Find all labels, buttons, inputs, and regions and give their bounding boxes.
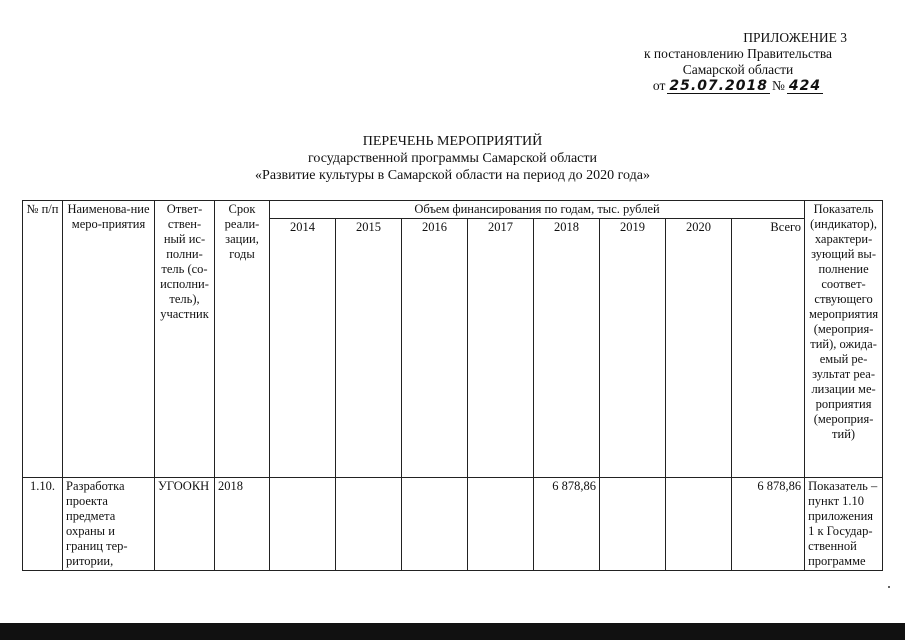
header-num: № п/п	[23, 201, 63, 478]
row-value: 6 878,86	[534, 478, 600, 571]
document-subtitle-2: «Развитие культуры в Самарской области на период до 2020 года»	[255, 168, 650, 183]
row-total: 6 878,86	[732, 478, 805, 571]
appendix-line3: Самарской области	[682, 62, 794, 77]
appendix-date-row	[623, 78, 853, 94]
row-value	[402, 478, 468, 571]
from-label: от	[652, 78, 666, 93]
row-period: 2018	[215, 478, 270, 571]
row-responsible: УГООКН	[155, 478, 215, 571]
scan-bottom-edge	[0, 623, 905, 640]
document-subtitle-1: государственной программы Самарской области	[308, 151, 597, 166]
handwritten-date: 25.07.2018	[669, 78, 768, 94]
measures-table	[22, 200, 883, 571]
header-year: 2017	[468, 219, 534, 478]
header-year: 2018	[534, 219, 600, 478]
table-row	[23, 478, 883, 571]
handwritten-number: 424	[788, 78, 822, 94]
header-period: Срок реали-зации, годы	[215, 201, 270, 478]
header-year: 2016	[402, 219, 468, 478]
scan-speck	[888, 586, 890, 588]
header-year: 2019	[600, 219, 666, 478]
appendix-line2: к постановлению Правительства	[643, 46, 833, 61]
header-funding: Объем финансирования по годам, тыс. рублей	[270, 201, 805, 219]
number-label: №	[771, 78, 785, 93]
row-value	[600, 478, 666, 571]
appendix-title: ПРИЛОЖЕНИЕ 3	[743, 30, 847, 45]
header-year: 2020	[666, 219, 732, 478]
document-titles	[0, 133, 905, 184]
appendix-block	[623, 30, 853, 94]
header-indicator: Показатель (индикатор), характери-зующий вы-полнение соответ-ствующего мероприятия (мероприя-тий), ожида-емый ре-зультат реа-лизации ме-роприятия (мероприя-тий)	[805, 201, 883, 478]
row-value	[666, 478, 732, 571]
row-value	[270, 478, 336, 571]
header-name: Наименова-ние меро-приятия	[63, 201, 155, 478]
document-title: ПЕРЕЧЕНЬ МЕРОПРИЯТИЙ	[362, 134, 543, 149]
row-value	[336, 478, 402, 571]
row-name: Разработка проекта предмета охраны и границ тер-ритории,	[63, 478, 155, 571]
header-responsible: Ответ-ствен-ный ис-полни-тель (со-исполни-тель), участник	[155, 201, 215, 478]
row-value	[468, 478, 534, 571]
header-total: Всего	[732, 219, 805, 478]
row-indicator: Показатель – пункт 1.10 приложения 1 к Государ-ственной программе	[805, 478, 883, 571]
header-year: 2014	[270, 219, 336, 478]
header-year: 2015	[336, 219, 402, 478]
header-row-1	[23, 201, 883, 219]
row-num: 1.10.	[23, 478, 63, 571]
